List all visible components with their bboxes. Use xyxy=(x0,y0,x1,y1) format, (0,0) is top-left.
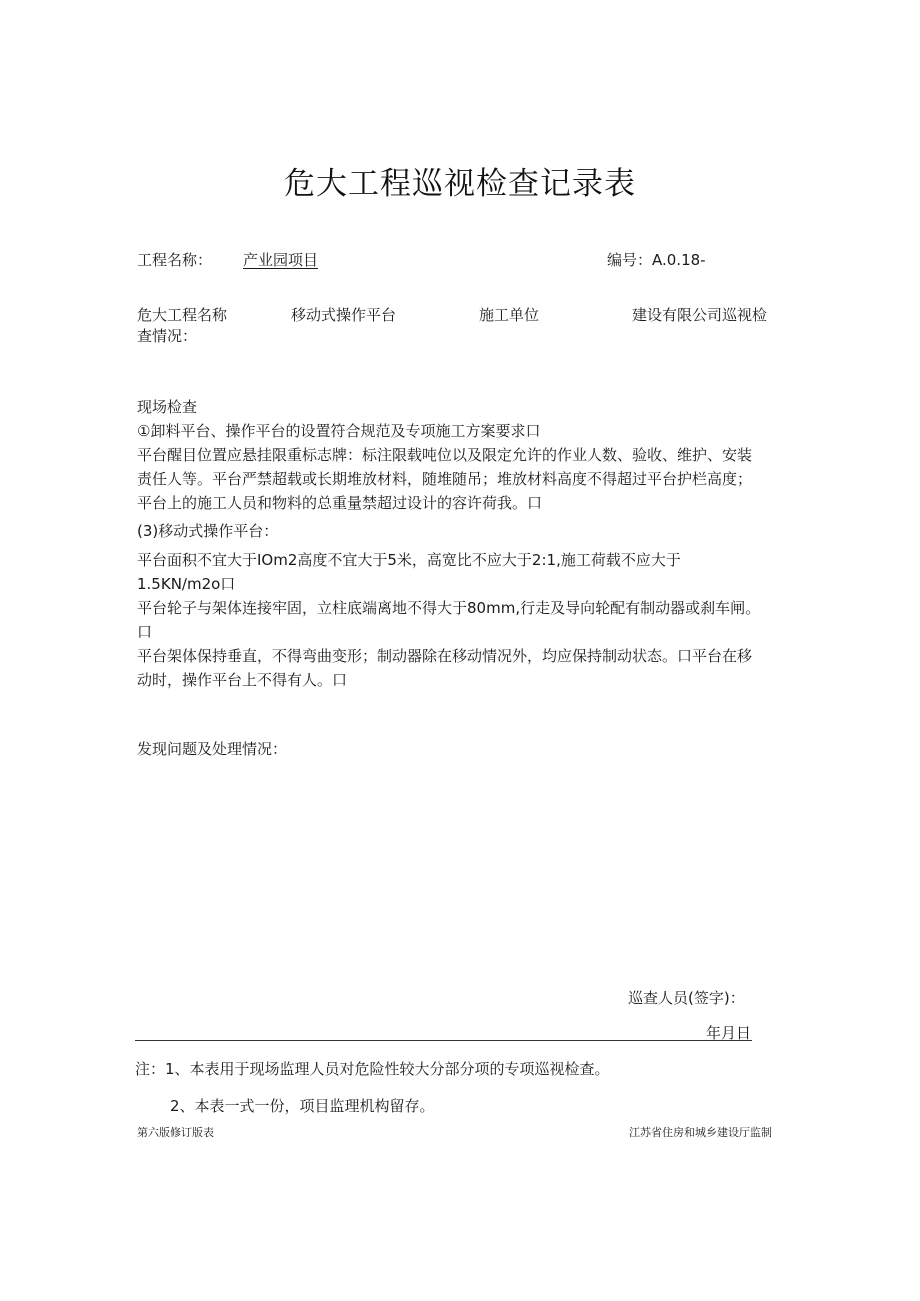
project-name-value: 产业园项目 xyxy=(243,251,319,269)
construction-unit-label: 施工单位 xyxy=(479,306,540,324)
inspection-line: 1.5KN∕m2o口 xyxy=(137,575,236,593)
inspection-line: (3)移动式操作平台： xyxy=(137,522,279,540)
inspection-heading: 现场检查 xyxy=(137,398,198,416)
inspection-line: 平台面积不宜大于IOm2高度不宜大于5米，高宽比不应大于2:1,施工荷载不应大于 xyxy=(137,551,681,569)
inspection-line: 平台架体保持垂直，不得弯曲变形；制动器除在移动情况外，均应保持制动状态。口平台在移 xyxy=(137,647,753,665)
footer-issuer: 江苏省住房和城乡建设厅监制 xyxy=(629,1126,772,1139)
issues-label: 发现问题及处理情况： xyxy=(137,740,288,758)
note-2: 2、本表一式一份，项目监理机构留存。 xyxy=(170,1097,435,1115)
inspection-line: 口 xyxy=(137,623,153,641)
inspection-line: 动时，操作平台上不得有人。口 xyxy=(137,671,348,689)
hazard-project-label: 危大工程名称 xyxy=(137,306,228,324)
page-title: 危大工程巡视检查记录表 xyxy=(284,166,636,202)
project-name-label: 工程名称： xyxy=(137,251,213,269)
signature-label: 巡查人员(签字)： xyxy=(628,989,745,1007)
inspection-line: 平台醒目位置应悬挂限重标志牌：标注限载吨位以及限定允许的作业人数、验收、维护、安装 xyxy=(137,446,753,464)
construction-unit-value: 建设有限公司巡视检 xyxy=(632,306,768,324)
inspection-line: 平台上的施工人员和物料的总重量禁超过设计的容许荷我。口 xyxy=(137,494,543,512)
footer-edition: 第六版修订版表 xyxy=(137,1126,214,1139)
note-1: 注：1、本表用于现场监理人员对危险性较大分部分项的专项巡视检查。 xyxy=(135,1060,610,1078)
inspection-line: 责任人等。平台严禁超载或长期堆放材料，随堆随吊；堆放材料高度不得超过平台护栏高度； xyxy=(137,470,753,488)
form-code: 编号：A.0.18- xyxy=(607,251,706,269)
inspection-status-label: 查情况： xyxy=(137,327,198,345)
inspection-line: 平台轮子与架体连接牢固，立柱底端离地不得大于80mm,行走及导向轮配有制动器或刹车闸。 xyxy=(137,599,761,617)
signature-divider xyxy=(135,1040,752,1041)
date-label: 年月日 xyxy=(706,1024,752,1042)
inspection-line: ①卸料平台、操作平台的设置符合规范及专项施工方案要求口 xyxy=(137,422,541,440)
hazard-project-value: 移动式操作平台 xyxy=(291,306,397,324)
